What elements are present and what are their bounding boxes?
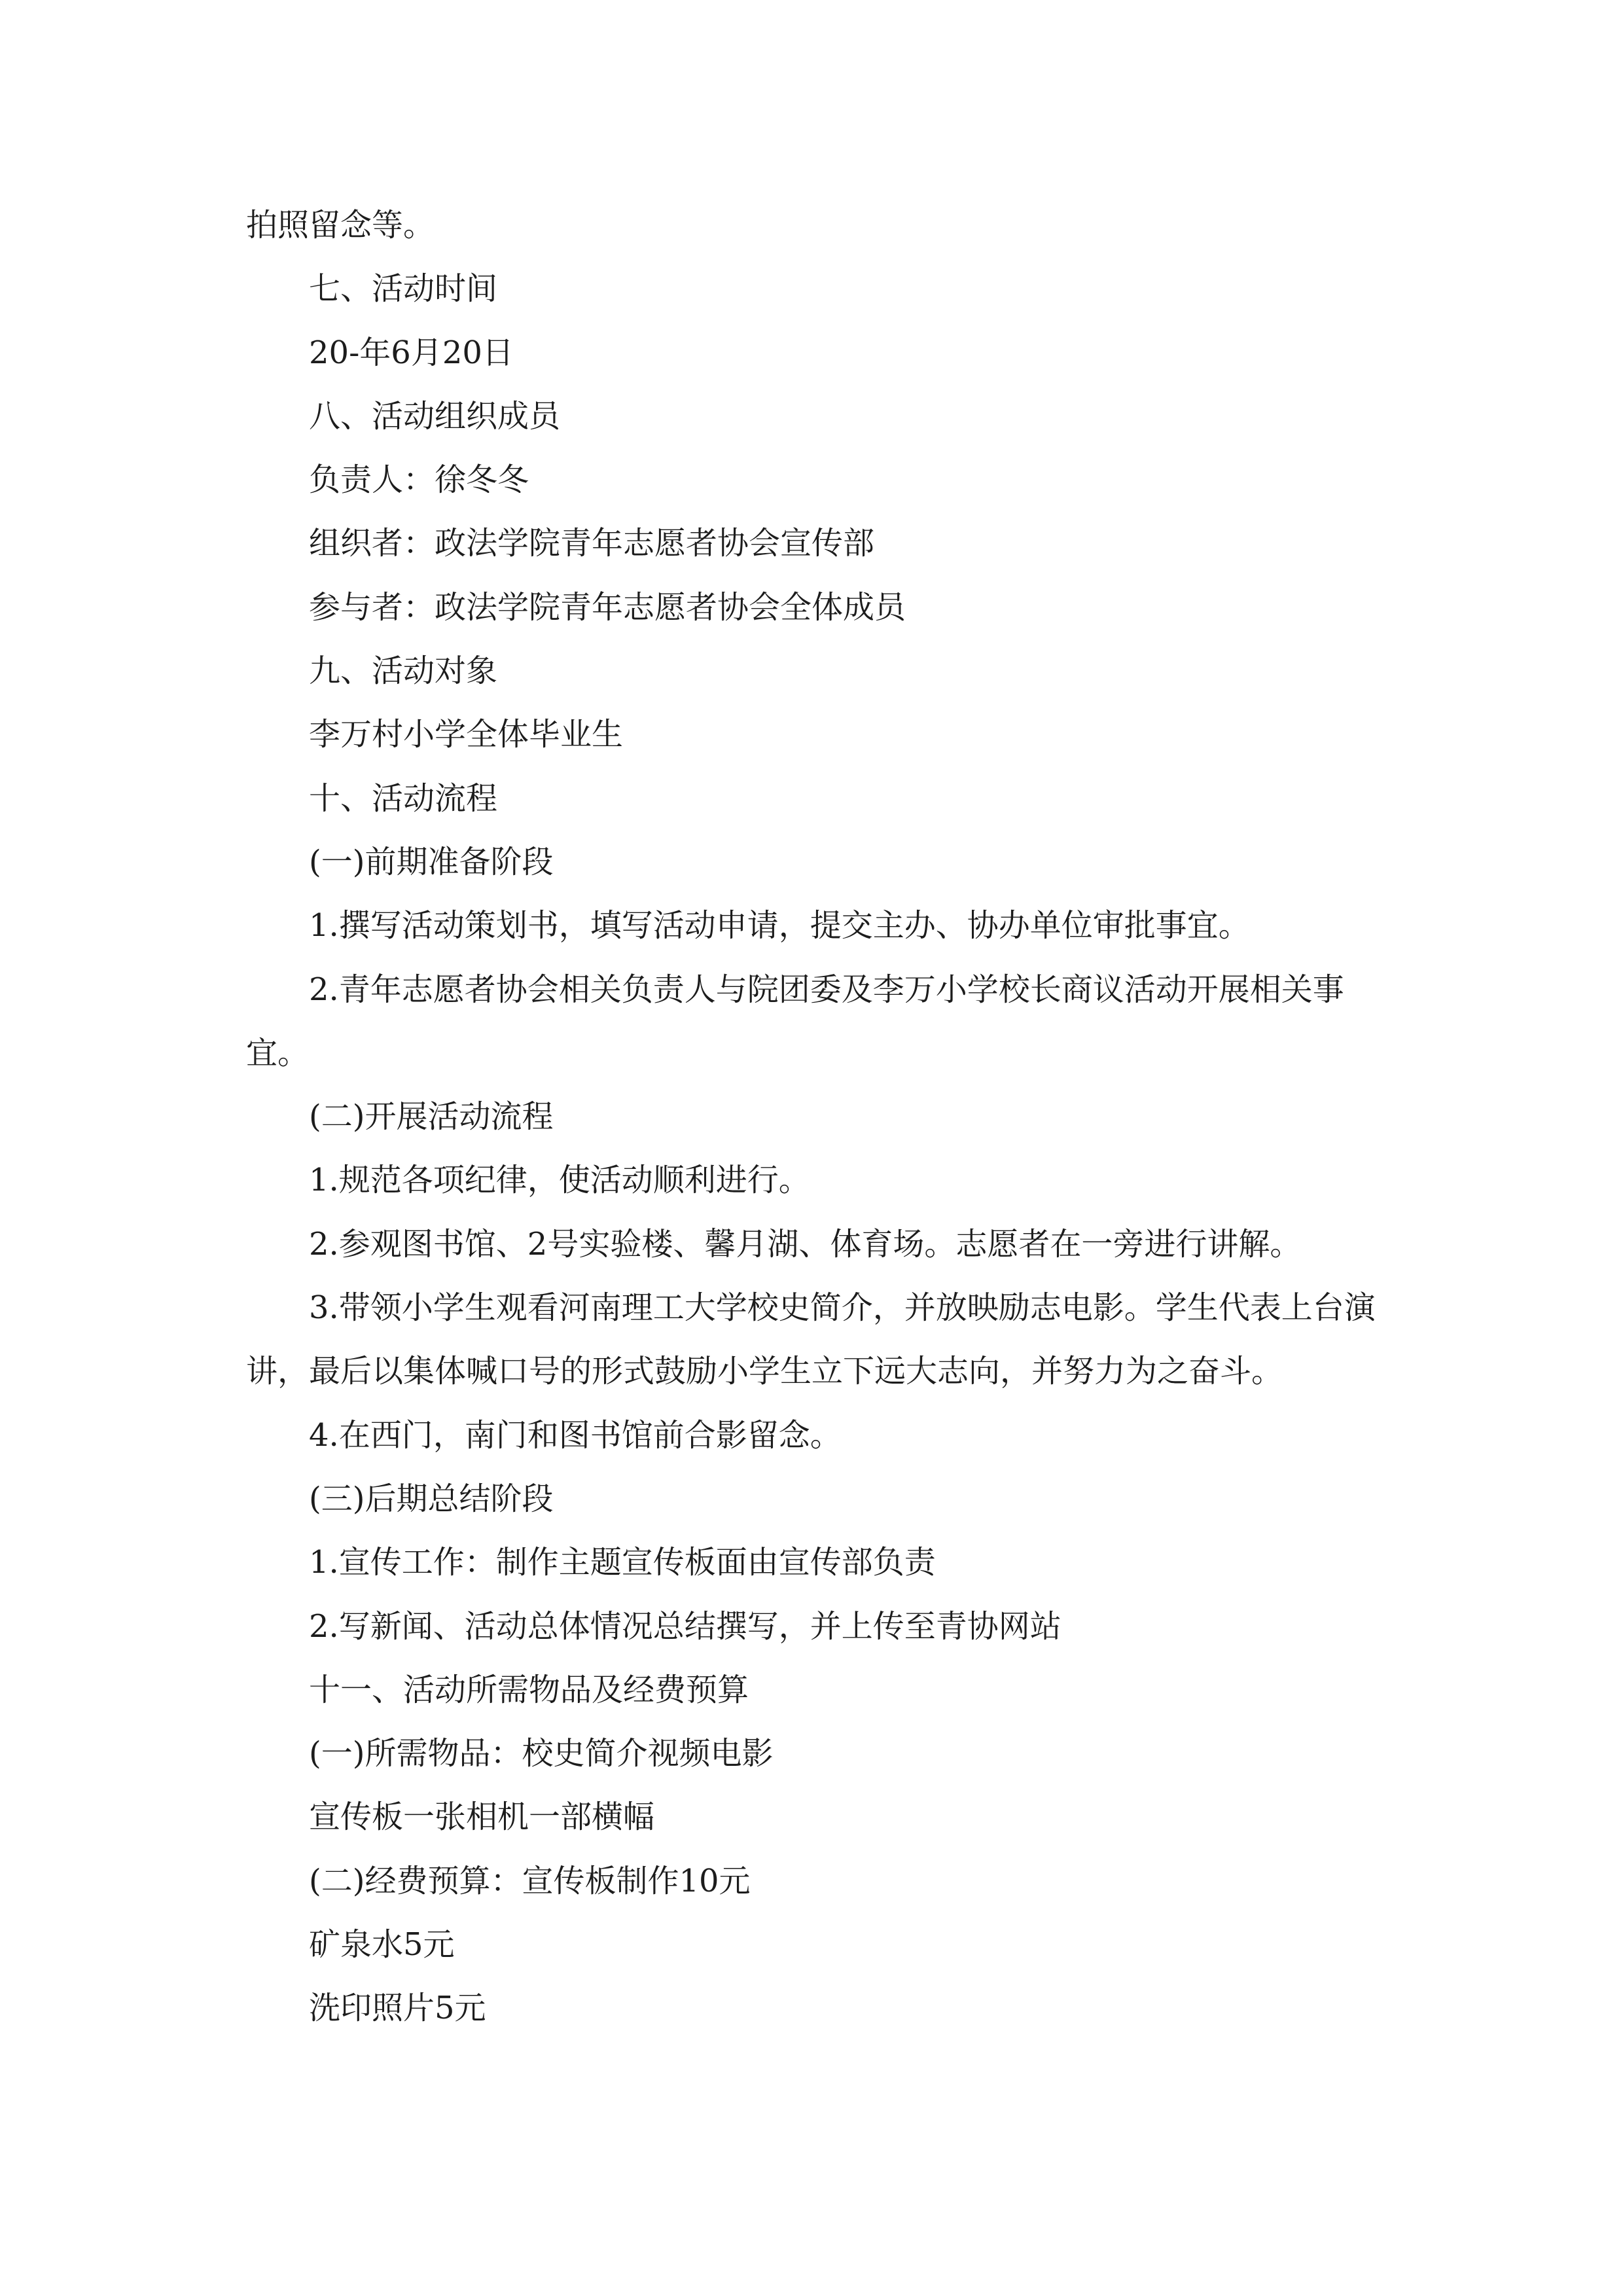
list-item: 1.撰写活动策划书，填写活动申请，提交主办、协办单位审批事宜。 [309, 907, 1250, 944]
list-item: 1.宣传工作：制作主题宣传板面由宣传部负责 [309, 1544, 936, 1581]
list-item: 2.参观图书馆、2号实验楼、馨月湖、体育场。志愿者在一旁进行讲解。 [309, 1225, 1302, 1263]
document-body [246, 194, 1385, 2041]
list-item: 3.带领小学生观看河南理工大学校史简介，并放映励志电影。学生代表上台演讲，最后以集体喊口号的形式鼓励小学生立下远大志向，并努力为之奋斗。 [246, 1289, 1376, 1390]
person-in-charge: 负责人：徐冬冬 [309, 461, 529, 499]
budget-item: 矿泉水5元 [309, 1926, 455, 1964]
list-item: 2.写新闻、活动总体情况总结撰写，并上传至青协网站 [309, 1607, 1061, 1645]
heading-activity-time: 七、活动时间 [309, 270, 498, 308]
subheading-preparation: (一)前期准备阶段 [309, 843, 554, 880]
supplies: (一)所需物品：校史简介视频电影 [309, 1735, 774, 1772]
list-item: 2.青年志愿者协会相关负责人与院团委及李万小学校长商议活动开展相关事宜。 [246, 971, 1344, 1071]
subheading-summary: (三)后期总结阶段 [309, 1480, 554, 1517]
list-item: 1.规范各项纪律，使活动顺利进行。 [309, 1162, 810, 1199]
activity-date: 20-年6月20日 [309, 334, 514, 371]
budget-item: 洗印照片5元 [309, 1990, 486, 2027]
heading-organizers: 八、活动组织成员 [309, 397, 561, 435]
heading-budget: 十一、活动所需物品及经费预算 [309, 1671, 749, 1708]
paragraph-continuation: 拍照留念等。 [246, 207, 435, 243]
heading-target: 九、活动对象 [309, 653, 498, 690]
budget-item: (二)经费预算：宣传板制作10元 [309, 1862, 751, 1899]
supplies-list: 宣传板一张相机一部横幅 [309, 1799, 655, 1836]
participants: 参与者：政法学院青年志愿者协会全体成员 [309, 588, 906, 626]
target-audience: 李万村小学全体毕业生 [309, 716, 624, 753]
subheading-execution: (二)开展活动流程 [309, 1098, 554, 1136]
organizer: 组织者：政法学院青年志愿者协会宣传部 [309, 525, 875, 562]
list-item: 4.在西门，南门和图书馆前合影留念。 [309, 1416, 842, 1454]
heading-process: 十、活动流程 [309, 780, 498, 817]
